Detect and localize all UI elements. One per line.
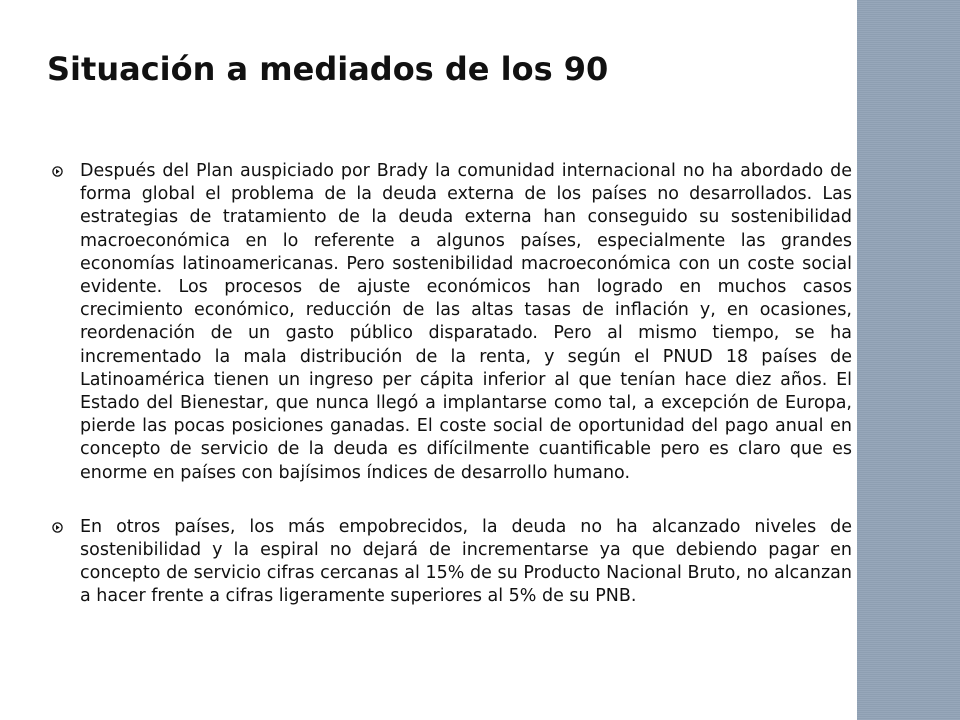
bullet-list (52, 160, 852, 609)
bullet-item (52, 516, 852, 609)
bullet-text: En otros países, los más empobrecidos, la deuda no ha alcanzado niveles de sostenibilidad y la espiral no dejará de incrementarse ya que debiendo pagar en concepto de servicio cifras cercanas al 15% de su Producto Nacional Bruto, no alcanzan a hacer frente a cifras ligeramente superiores al 5% de su PNB. (80, 516, 852, 607)
decorative-side-band (857, 0, 960, 720)
bullet-text: Después del Plan auspiciado por Brady la comunidad internacional no ha abordado de forma global el problema de la deuda externa de los países no desarrollados. Las estrategias de tratamiento de la deuda externa han conseguido su sostenibilidad macroeconómica en lo referente a algunos países, especialmente las grandes economías latinoamericanas. Pero sostenibilidad macroeconómica con un coste social evidente. Los procesos de ajuste económicos han logrado en muchos casos crecimiento económico, reducción de las altas tasas de inflación y, en ocasiones, reordenación de un gasto público disparatado. Pero al mismo tiempo, se ha incrementado la mala distribución de la renta, y según el PNUD 18 países de Latinoamérica tienen un ingreso per cápita inferior al que tenían hace diez años. El Estado del Bienestar, que nunca llegó a implantarse como tal, a excepción de Europa, pierde las pocas posiciones ganadas. El coste social de oportunidad del pago anual en concepto de servicio de la deuda es difícilmente cuantificable pero es claro que es enorme en países con bajísimos índices de desarrollo humano. (80, 161, 852, 483)
circled-arrow-bullet-icon (52, 522, 63, 533)
circled-arrow-bullet-icon (52, 166, 63, 177)
slide-title: Situación a mediados de los 90 (47, 50, 609, 88)
bullet-item (52, 160, 852, 485)
